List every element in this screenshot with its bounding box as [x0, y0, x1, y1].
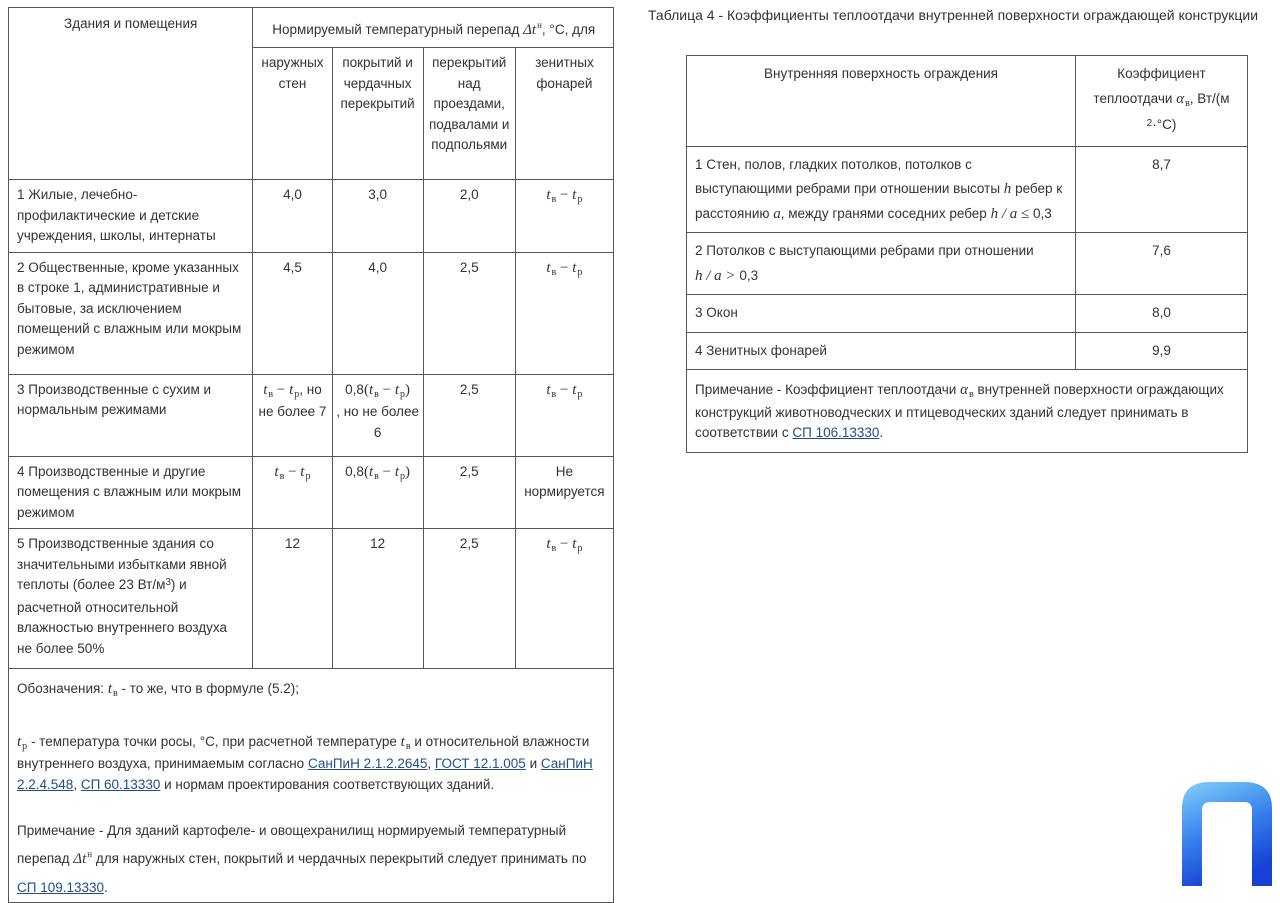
header-outer-walls: наружных стен [253, 48, 332, 180]
coefficient-cell: 7,6 [1076, 233, 1248, 295]
formula-cell: $t_в - t_р$ [515, 529, 613, 669]
surface-cell: 1 Стен, полов, гладких потолков, потолков с выступающими ребрами при отношении высоты h ребер к расстоянию a, между гранями соседних ребер h / a ≤ 0,3 [687, 146, 1076, 233]
table-row [9, 252, 614, 374]
row-name: 3 Производственные с сухим и нормальным режимами [9, 374, 253, 456]
temperature-difference-table [8, 7, 614, 903]
brand-arch-logo-icon[interactable] [1182, 780, 1272, 886]
table-4-note: Примечание - Коэффициент теплоотдачи $\alpha_в$ внутренней поверхности ограждающих конструкций животноводческих и птицеводческих зданий следует принимать в соответствии с СП 106.13330. [687, 370, 1248, 453]
table-row [687, 233, 1248, 295]
sanpin-2-2-4-548-link[interactable]: СанПиН 2.2.4.548 [17, 756, 593, 792]
value-cell: 2,5 [423, 456, 515, 529]
header-skylights: зенитных фонарей [515, 48, 613, 180]
value-cell: 4,0 [253, 180, 332, 253]
table-row [9, 180, 614, 253]
sp-109-13330-link[interactable]: СП 109.13330 [17, 880, 105, 895]
row-name: 1 Жилые, лечебно-профилактические и детские учреждения, школы, интернаты [9, 180, 253, 253]
table-row [9, 529, 614, 669]
formula-cell: $t_в - t_р$ [515, 252, 613, 374]
formula-cell: $0,8(t_в - t_р)$ , но не более 6 [332, 374, 423, 456]
surface-cell: 2 Потолков с выступающими ребрами при отношении h / a > 0,3 [687, 233, 1076, 295]
sp-60-13330-link[interactable]: СП 60.13330 [80, 776, 161, 792]
header-floors-over-passages: перекрытий над проездами, подвалами и подпольями [423, 48, 515, 180]
formula-cell: $t_в - t_р$ [253, 456, 332, 529]
formula-cell: $0,8(t_в - t_р)$ [332, 456, 423, 529]
table-row [687, 332, 1248, 370]
header-buildings: Здания и помещения [9, 8, 253, 180]
table-notes [9, 669, 614, 903]
value-cell: 12 [253, 529, 332, 669]
value-cell: 4,0 [332, 252, 423, 374]
row-name: 5 Производственные здания со значительными избытками явной теплоты (более 23 $Вт/м^3$) и расчетной относительной влажностью внутреннего воздуха не более 50% [9, 529, 253, 669]
value-cell: 2,5 [423, 252, 515, 374]
value-cell: 12 [332, 529, 423, 669]
designations-note: Обозначения: $t_в$ - то же, что в формуле (5.2); [17, 681, 299, 699]
header-roofs: покрытий и чердачных перекрытий [332, 48, 423, 180]
formula-cell: $t_в - t_р$ [515, 180, 613, 253]
sanpin-2-1-2-2645-link[interactable]: СанПиН 2.1.2.2645 [307, 756, 428, 771]
surface-cell: 4 Зенитных фонарей [687, 332, 1076, 370]
table-row [687, 295, 1248, 333]
sp-106-13330-link[interactable]: СП 106.13330 [792, 425, 880, 440]
coefficient-cell: 9,9 [1076, 332, 1248, 370]
header-coefficient: Коэффициент теплоотдачи $\alpha_в$, Вт/(м $^2$·°С) [1076, 56, 1248, 147]
table-row [9, 456, 614, 529]
value-cell: 4,5 [253, 252, 332, 374]
heat-transfer-coefficients-table [686, 55, 1248, 453]
storage-note: Примечание - Для зданий картофеле- и овощехранилищ нормируемый температурный перепад $\Delta t^н$ для наружных стен, покрытий и чердачных перекрытий следует принимать по СП 109.13330. [17, 823, 587, 895]
dew-point-note: $t_р$ - температура точки росы, °С, при расчетной температуре $t_в$ и относительной влажности внутреннего воздуха, принимаемым согласно СанПиН 2.1.2.2645, ГОСТ 12.1.005 и СанПиН 2.2.4.548, СП 60.13330 и нормам проектирования соответствующих зданий. [17, 733, 593, 792]
surface-cell: 3 Окон [687, 295, 1076, 333]
header-inner-surface: Внутренняя поверхность ограждения [687, 56, 1076, 147]
value-cell: Не нормируется [515, 456, 613, 529]
value-cell: 2,5 [423, 374, 515, 456]
table-row [9, 374, 614, 456]
table-4-caption: Таблица 4 - Коэффициенты теплоотдачи внутренней поверхности ограждающей конструкции [648, 7, 1259, 23]
coefficient-cell: 8,0 [1076, 295, 1248, 333]
formula-cell: $t_в - t_р$, но не более 7 [253, 374, 332, 456]
table-row [687, 146, 1248, 233]
gost-12-1-005-link[interactable]: ГОСТ 12.1.005 [434, 756, 526, 771]
value-cell: 2,5 [423, 529, 515, 669]
header-temperature-group: Нормируемый температурный перепад $\Delta t^н$, °С, для [253, 8, 614, 48]
value-cell: 2,0 [423, 180, 515, 253]
formula-cell: $t_в - t_р$ [515, 374, 613, 456]
coefficient-cell: 8,7 [1076, 146, 1248, 233]
row-name: 4 Производственные и другие помещения с влажным или мокрым режимом [9, 456, 253, 529]
row-name: 2 Общественные, кроме указанных в строке 1, административные и бытовые, за исключением помещений с влажным или мокрым режимом [9, 252, 253, 374]
value-cell: 3,0 [332, 180, 423, 253]
